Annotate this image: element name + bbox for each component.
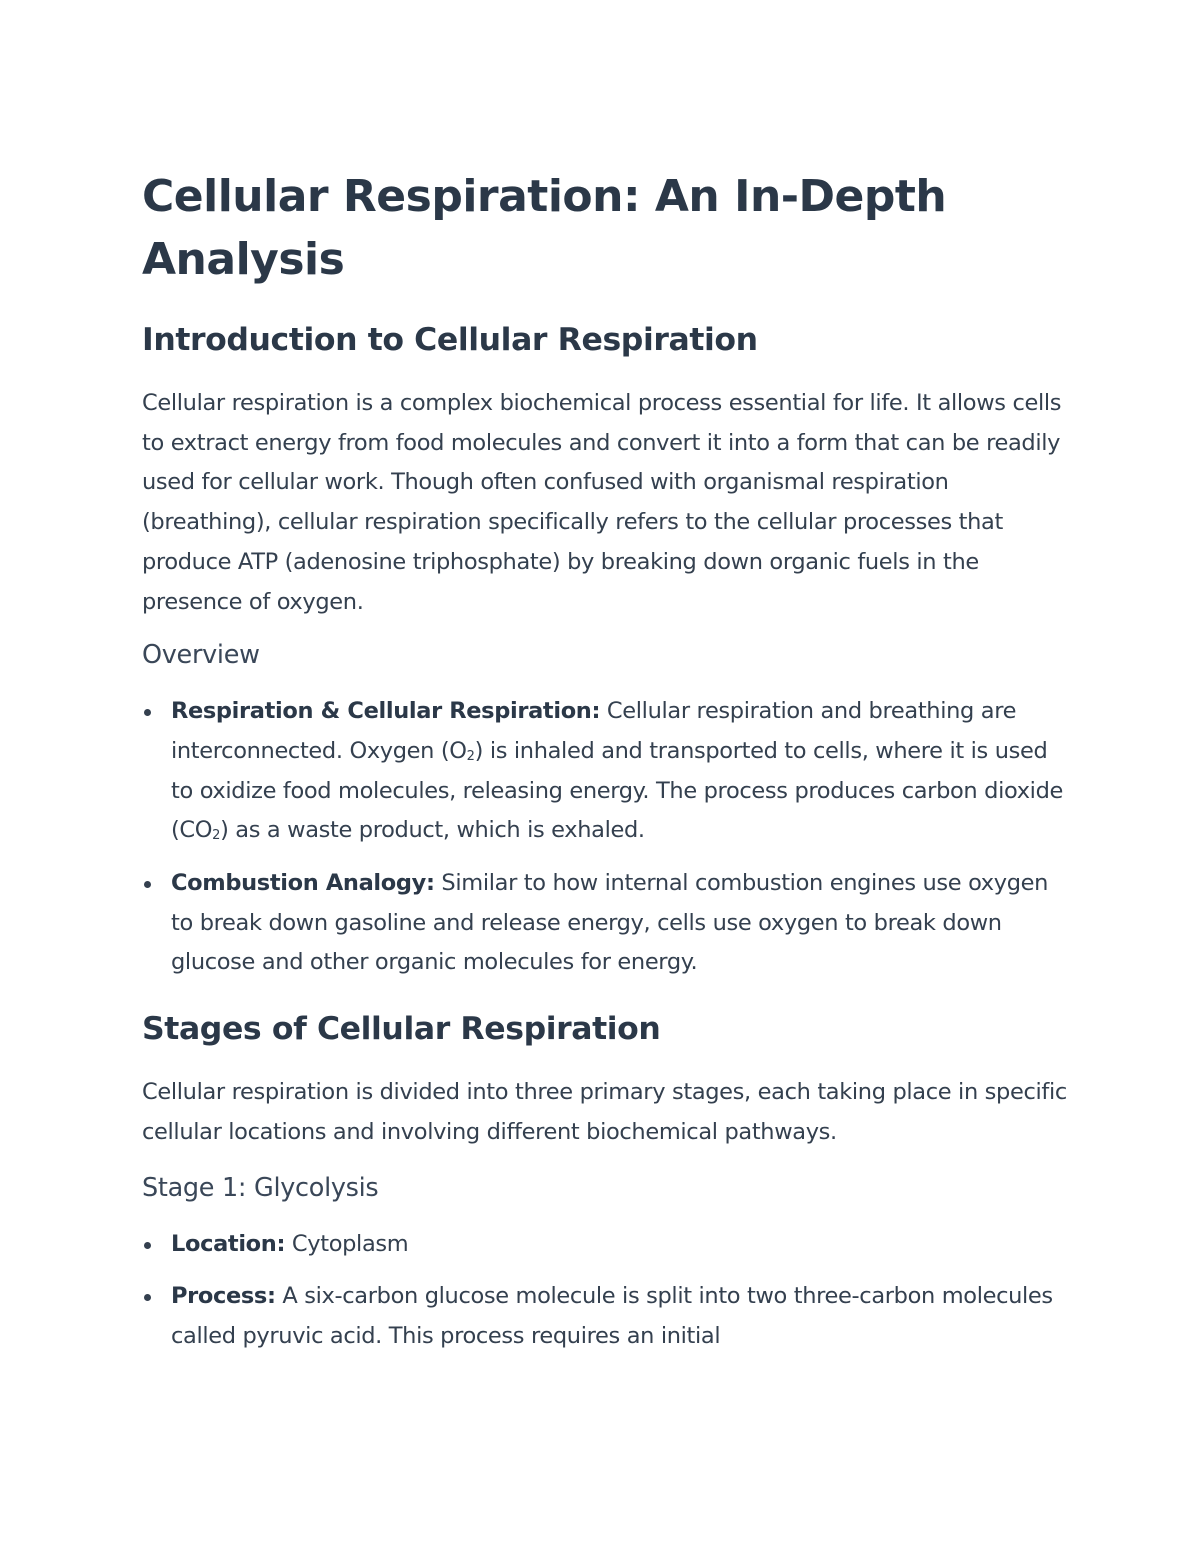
bullet-dot (144, 1242, 151, 1249)
list-item-label: Process: (171, 1283, 276, 1310)
subsection-heading-stage1: Stage 1: Glycolysis (142, 1172, 379, 1203)
list-item-text: Cellular respiration and breathing are interconnected. Oxygen (O (171, 698, 1017, 764)
list-item (142, 692, 1072, 851)
subscript: 2 (212, 828, 221, 844)
list-item (142, 1225, 1072, 1265)
bullet-dot (144, 709, 151, 716)
section-heading-stages: Stages of Cellular Respiration (142, 1011, 661, 1048)
list-item-label: Location: (171, 1230, 286, 1257)
stage1-list (142, 1225, 1072, 1357)
bullet-dot (144, 881, 151, 888)
list-item (142, 864, 1072, 983)
list-item-text: ) as a waste product, which is exhaled. (220, 817, 645, 844)
list-item (142, 1277, 1072, 1356)
overview-list (142, 692, 1072, 983)
list-item-text: Similar to how internal combustion engines use oxygen to break down gasoline and release energy, cells use oxygen to break down glucose and other organic molecules for energy. (171, 870, 1049, 976)
list-item-text: Cytoplasm (285, 1230, 409, 1257)
stages-paragraph: Cellular respiration is divided into three primary stages, each taking place in specific cellular locations and involving different biochemical pathways. (142, 1079, 1067, 1145)
subscript: 2 (466, 748, 475, 764)
bullet-dot (144, 1294, 151, 1301)
page-title: Cellular Respiration: An In-Depth Analysis (142, 171, 947, 285)
subsection-heading-overview: Overview (142, 640, 260, 671)
list-item-text: ) is inhaled and transported to cells, where it is used to oxidize food molecules, releasing energy. The process produces carbon dioxide (CO (171, 737, 1063, 844)
list-item-label: Respiration & Cellular Respiration: (171, 698, 601, 725)
list-item-text: A six-carbon glucose molecule is split into two three-carbon molecules called pyruvic acid. This process requires an initial (171, 1283, 1053, 1349)
section-heading-intro: Introduction to Cellular Respiration (142, 322, 758, 358)
list-item-label: Combustion Analogy: (171, 870, 435, 897)
document-page (142, 165, 1072, 1357)
intro-paragraph: Cellular respiration is a complex biochemical process essential for life. It allows cells to extract energy from food molecules and convert it into a form that can be readily used for cellular work. Though often confused with organismal respiration (breathing), cellular respiration specifically refers to the cellular processes that produce ATP (adenosine triphosphate) by breaking down organic fuels in the presence of oxygen. (142, 390, 1062, 615)
